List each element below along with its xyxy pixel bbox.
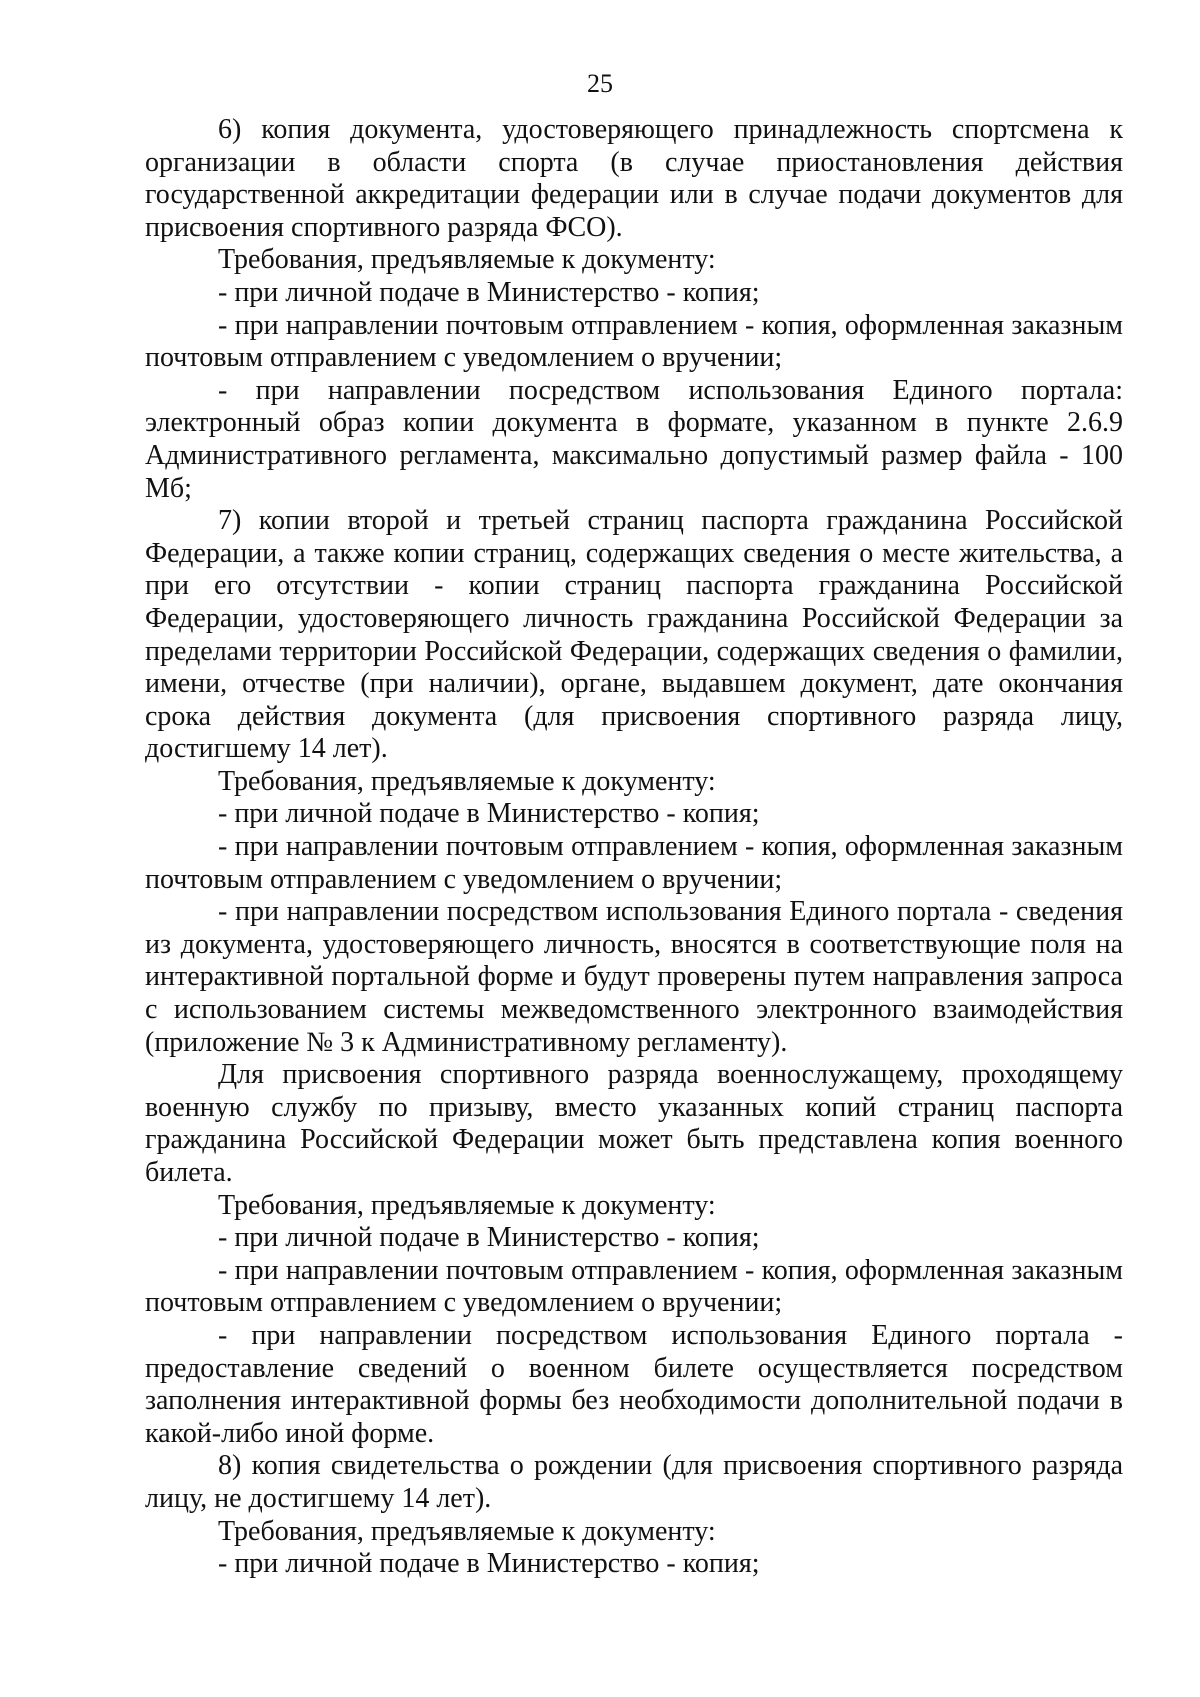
- document-body: [145, 114, 1123, 1581]
- military-service-paragraph: Для присвоения спортивного разряда военнослужащему, проходящему военную службу по призыву, вместо указанных копий страниц паспорта гражданина Российской Федерации может быть представлена копия военного билета.: [145, 1059, 1123, 1188]
- requirement-portal-submission: - при направлении посредством использования Единого портала: электронный образ копии документа в формате, указанном в пункте 2.6.9 Административного регламента, максимально допустимый размер файла - 100 Мб;: [145, 374, 1123, 504]
- paragraph-item-7: 7) копии второй и третьей страниц паспорта гражданина Российской Федерации, а также копии страниц, содержащих сведения о месте жительства, а при его отсутствии - копии страниц паспорта гражданина Российской Федерации, удостоверяющего личность гражданина Российской Федерации за пределами территории Российской Федерации, содержащих сведения о фамилии, имени, отчестве (при наличии), органе, выдавшем документ, дате окончания срока действия документа (для присвоения спортивного разряда лицу, достигшему 14 лет).: [145, 505, 1123, 765]
- requirements-heading: Требования, предъявляемые к документу:: [218, 765, 716, 797]
- requirement-postal-submission: - при направлении почтовым отправлением - копия, оформленная заказным почтовым отправлением с уведомлением о вручении;: [145, 1254, 1123, 1319]
- requirement-personal-submission: - при личной подаче в Министерство - копия;: [218, 276, 760, 308]
- paragraph-item-8: 8) копия свидетельства о рождении (для присвоения спортивного разряда лицу, не достигшему 14 лет).: [145, 1450, 1123, 1514]
- requirement-postal-submission: - при направлении почтовым отправлением - копия, оформленная заказным почтовым отправлением с уведомлением о вручении;: [145, 831, 1123, 895]
- requirement-personal-submission: - при личной подаче в Министерство - копия;: [218, 798, 760, 830]
- page-number: 25: [587, 69, 613, 98]
- requirements-heading: Требования, предъявляемые к документу:: [218, 1515, 716, 1547]
- requirement-postal-submission: - при направлении почтовым отправлением - копия, оформленная заказным почтовым отправлением с уведомлением о вручении;: [145, 309, 1123, 374]
- requirements-heading: Требования, предъявляемые к документу:: [218, 244, 716, 276]
- paragraph-item-6: 6) копия документа, удостоверяющего принадлежность спортсмена к организации в области спорта (в случае приостановления действия государственной аккредитации федерации или в случае подачи документов для присвоения спортивного разряда ФСО).: [145, 114, 1123, 243]
- requirement-portal-submission: - при направлении посредством использования Единого портала - сведения из документа, удостоверяющего личность, вносятся в соответствующие поля на интерактивной портальной форме и будут проверены путем направления запроса с использованием системы межведомственного электронного взаимодействия (приложение № 3 к Административному регламенту).: [145, 896, 1123, 1058]
- requirement-personal-submission: - при личной подаче в Министерство - копия;: [218, 1548, 760, 1580]
- requirement-portal-submission: - при направлении посредством использования Единого портала - предоставление сведений о военном билете осуществляется посредством заполнения интерактивной формы без необходимости дополнительной подачи в какой-либо иной форме.: [145, 1319, 1123, 1449]
- requirements-heading: Требования, предъявляемые к документу:: [218, 1189, 716, 1221]
- requirement-personal-submission: - при личной подаче в Министерство - копия;: [218, 1222, 760, 1254]
